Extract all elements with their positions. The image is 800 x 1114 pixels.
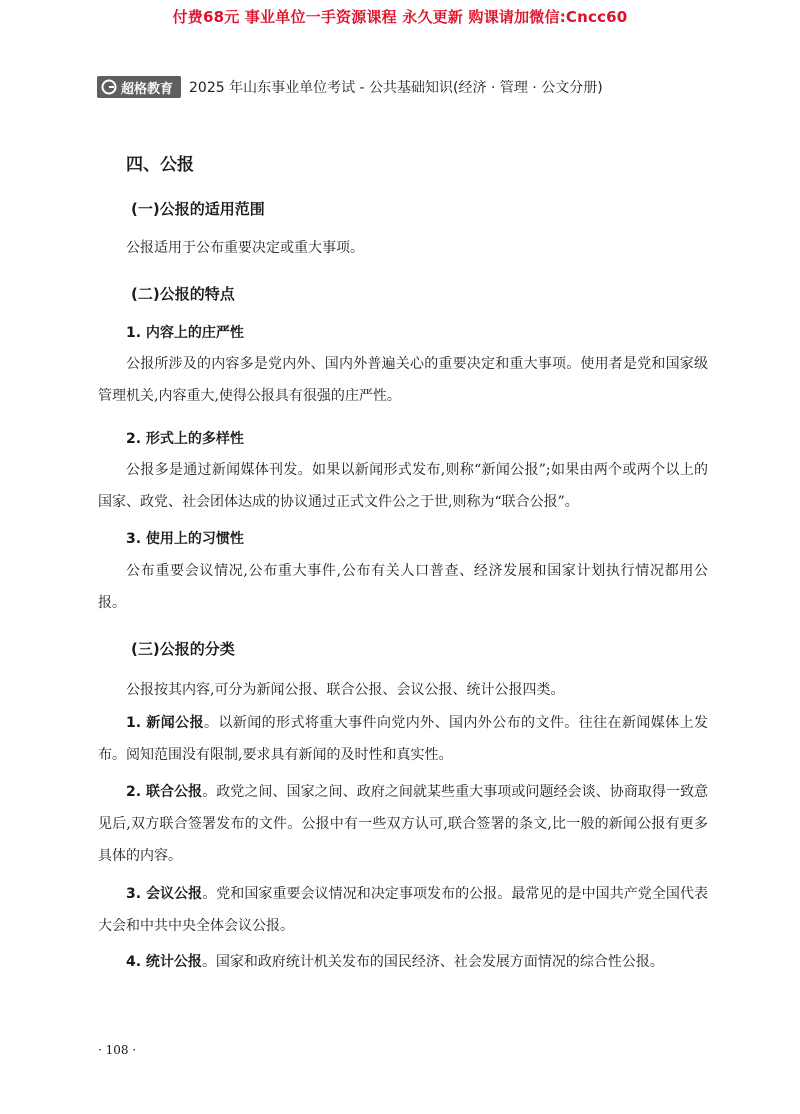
publisher-logo <box>97 76 181 98</box>
logo-icon <box>101 79 117 95</box>
watermark-banner: 付费68元 事业单位一手资源课程 永久更新 购课请加微信:Cncc60 <box>172 8 628 26</box>
type-label-4: 4. 统计公报 <box>126 954 202 970</box>
type-paragraph-1: 1. 新闻公报。以新闻的形式将重大事件向党内外、国内外公布的文件。往往在新闻媒体上发布。阅知范围没有限制,要求具有新闻的及时性和真实性。 <box>98 715 709 763</box>
subsection-heading-scope: (一)公报的适用范围 <box>131 200 265 218</box>
section-title: 四、公报 <box>126 155 194 175</box>
book-title: 2025 年山东事业单位考试 - 公共基础知识(经济 · 管理 · 公文分册) <box>189 80 603 96</box>
feature-heading-3: 3. 使用上的习惯性 <box>126 531 244 547</box>
type-paragraph-4: 4. 统计公报。国家和政府统计机关发布的国民经济、社会发展方面情况的综合性公报。 <box>126 954 664 970</box>
feature-paragraph-3: 公布重要会议情况,公布重大事件,公布有关人口普查、经济发展和国家计划执行情况都用公报。 <box>98 563 708 611</box>
feature-heading-2: 2. 形式上的多样性 <box>126 431 244 447</box>
subsection-heading-features: (二)公报的特点 <box>131 285 235 303</box>
type-label-1: 1. 新闻公报 <box>126 715 204 731</box>
type-label-2: 2. 联合公报 <box>126 784 203 800</box>
paragraph-types-intro: 公报按其内容,可分为新闻公报、联合公报、会议公报、统计公报四类。 <box>126 682 565 698</box>
feature-paragraph-1: 公报所涉及的内容多是党内外、国内外普遍关心的重要决定和重大事项。使用者是党和国家级管理机关,内容重大,使得公报具有很强的庄严性。 <box>98 356 708 404</box>
page-header <box>97 76 603 98</box>
feature-heading-1: 1. 内容上的庄严性 <box>126 325 244 341</box>
page-number: · 108 · <box>98 1043 137 1057</box>
type-paragraph-2: 2. 联合公报。政党之间、国家之间、政府之间就某些重大事项或问题经会谈、协商取得一致意见后,双方联合签署发布的文件。公报中有一些双方认可,联合签署的条文,比一般的新闻公报有更多具体的内容。 <box>98 784 709 864</box>
subsection-heading-types: (三)公报的分类 <box>131 640 235 658</box>
paragraph-scope: 公报适用于公布重要决定或重大事项。 <box>126 240 364 256</box>
type-paragraph-3: 3. 会议公报。党和国家重要会议情况和决定事项发布的公报。最常见的是中国共产党全国代表大会和中共中央全体会议公报。 <box>98 886 709 934</box>
type-label-3: 3. 会议公报 <box>126 886 203 902</box>
feature-paragraph-2: 公报多是通过新闻媒体刊发。如果以新闻形式发布,则称“新闻公报”;如果由两个或两个以上的国家、政党、社会团体达成的协议通过正式文件公之于世,则称为“联合公报”。 <box>98 462 708 510</box>
logo-text: 超格教育 <box>121 81 174 97</box>
